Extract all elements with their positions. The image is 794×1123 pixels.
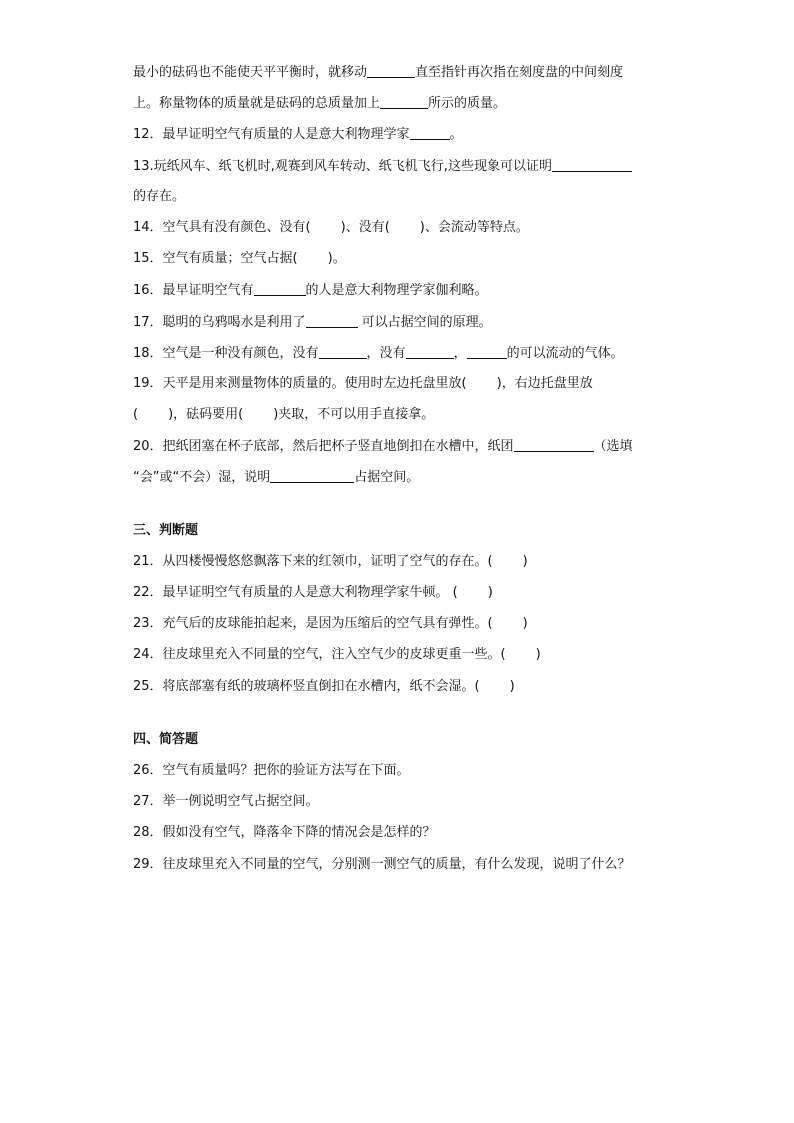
section-heading-short: 四、简答题	[133, 731, 199, 747]
question-20: 20．把纸团塞在杯子底部，然后把杯子竖直地倒扣在水槽中，纸团 （选填	[133, 439, 633, 455]
question-29: 29．往皮球里充入不同量的空气，分别测一测空气的质量，有什么发现，说明了什么？	[133, 856, 631, 872]
answer-blank[interactable]	[552, 157, 632, 172]
answer-blank[interactable]	[467, 344, 507, 359]
question-21: 21．从四楼慢慢悠悠飘落下来的红领巾，证明了空气的存在。( )	[133, 553, 528, 569]
q11-line-1: 最小的砝码也不能使天平平衡时，就移动 直至指针再次指在刻度盘的中间刻度	[133, 65, 624, 80]
answer-blank[interactable]	[514, 437, 594, 452]
question-12: 12．最早证明空气有质量的人是意大利物理学家 。	[133, 127, 463, 143]
question-15: 15．空气有质量；空气占据( )。	[133, 251, 346, 267]
answer-blank[interactable]	[410, 125, 450, 140]
answer-blank[interactable]	[306, 313, 358, 328]
question-23: 23．充气后的皮球能拍起来，是因为压缩后的空气具有弹性。( )	[133, 616, 528, 632]
question-13: 13.玩纸风车、纸飞机时,观赛到风车转动、纸飞机飞行,这些现象可以证明	[133, 157, 668, 188]
question-27: 27．举一例说明空气占据空间。	[133, 794, 319, 810]
question-19-cont: ( )，砝码要用( )夹取，不可以用手直接拿。	[133, 407, 435, 423]
section-heading-judge: 三、判断题	[133, 522, 199, 538]
question-28: 28．假如没有空气，降落伞下降的情况会是怎样的？	[133, 825, 436, 841]
answer-blank[interactable]	[254, 281, 306, 296]
q11-line-2: 上。称量物体的质量就是砝码的总质量加上 所示的质量。	[133, 96, 507, 112]
question-19: 19．天平是用来测量物体的质量的。使用时左边托盘里放( )，右边托盘里放	[133, 375, 593, 391]
question-14: 14．空气具有没有颜色、没有( )、没有( )、会流动等特点。	[133, 219, 529, 235]
question-18: 18．空气是一种没有颜色，没有 ，没有 ， 的可以流动的气体。	[133, 345, 624, 361]
question-16: 16．最早证明空气有 的人是意大利物理学家伽利略。	[133, 283, 488, 299]
question-17: 17．聪明的乌鸦喝水是利用了 可以占据空间的原理。	[133, 314, 492, 330]
worksheet-content	[133, 63, 668, 887]
question-20-cont: “会”或“不会）湿，说明 占据空间。	[133, 470, 420, 486]
answer-blank[interactable]	[270, 468, 354, 483]
answer-blank[interactable]	[367, 63, 415, 78]
question-22: 22．最早证明空气有质量的人是意大利物理学家牛顿。 ( )	[133, 585, 493, 600]
answer-blank[interactable]	[406, 344, 454, 359]
answer-blank[interactable]	[319, 344, 367, 359]
question-13-cont: 的存在。	[133, 188, 186, 204]
question-24: 24．往皮球里充入不同量的空气，注入空气少的皮球更重一些。( )	[133, 647, 541, 663]
question-26: 26．空气有质量吗？把你的验证方法写在下面。	[133, 762, 410, 778]
answer-blank[interactable]	[380, 94, 428, 109]
question-25: 25．将底部塞有纸的玻璃杯竖直倒扣在水槽内，纸不会湿。( )	[133, 678, 515, 694]
